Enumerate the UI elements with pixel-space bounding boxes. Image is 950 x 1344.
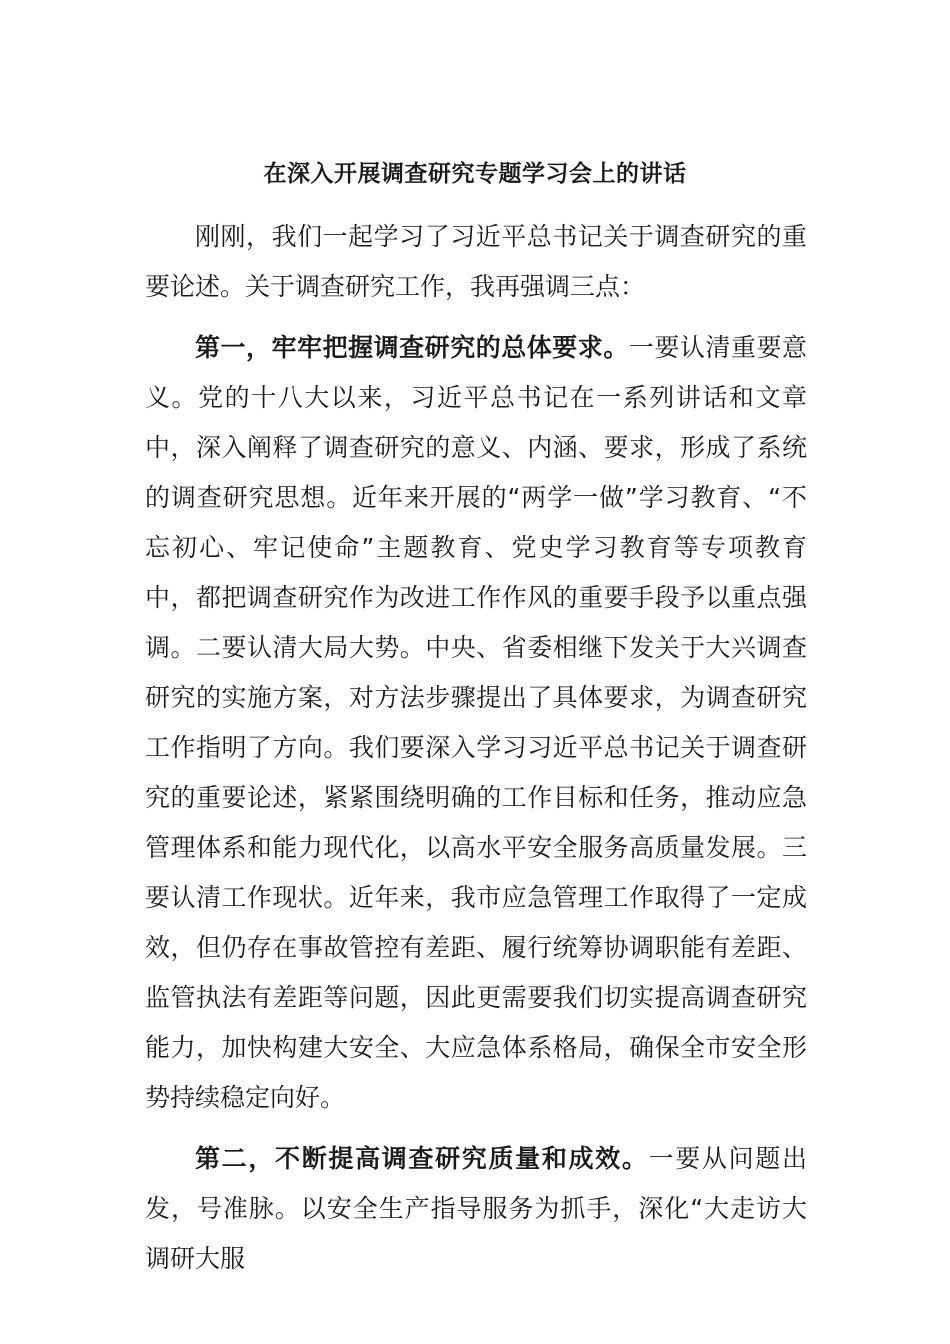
paragraph-second-point-heading: 第二，不断提高调查研究质量和成效。 [195, 1144, 649, 1173]
paragraph-intro [145, 212, 807, 312]
paragraph-second-point-text: 一要从问题出发，号准脉。以安全生产指导服务为抓手，深化“大走访大调研大服 [145, 1144, 807, 1273]
document-title: 在深入开展调查研究专题学习会上的讲话 [263, 161, 687, 187]
paragraph-intro-text: 刚刚，我们一起学习了习近平总书记关于调查研究的重要论述。关于调查研究工作，我再强调三点： [145, 222, 807, 301]
paragraph-second-point [145, 1134, 807, 1284]
paragraph-first-point-text: 一要认清重要意义。党的十八大以来，习近平总书记在一系列讲话和文章中，深入阐释了调查研究的意义、内涵、要求，形成了系统的调查研究思想。近年来开展的“两学一做”学习教育、“不忘初心、牢记使命”主题教育、党史学习教育等专项教育中，都把调查研究作为改进工作作风的重要手段予以重点强调。二要认清大局大势。中央、省委相继下发关于大兴调查研究的实施方案，对方法步骤提出了具体要求，为调查研究工作指明了方向。我们要深入学习习近平总书记关于调查研究的重要论述，紧紧围绕明确的工作目标和任务，推动应急管理体系和能力现代化，以高水平安全服务高质量发展。三要认清工作现状。近年来，我市应急管理工作取得了一定成效，但仍存在事故管控有差距、履行统筹协调职能有差距、监管执法有差距等问题，因此更需要我们切实提高调查研究能力，加快构建大安全、大应急体系格局，确保全市安全形势持续稳定向好。 [145, 333, 807, 1112]
paragraph-first-point-heading: 第一，牢牢把握调查研究的总体要求。 [195, 333, 629, 362]
document-body [145, 212, 807, 1284]
paragraph-first-point [145, 323, 807, 1123]
